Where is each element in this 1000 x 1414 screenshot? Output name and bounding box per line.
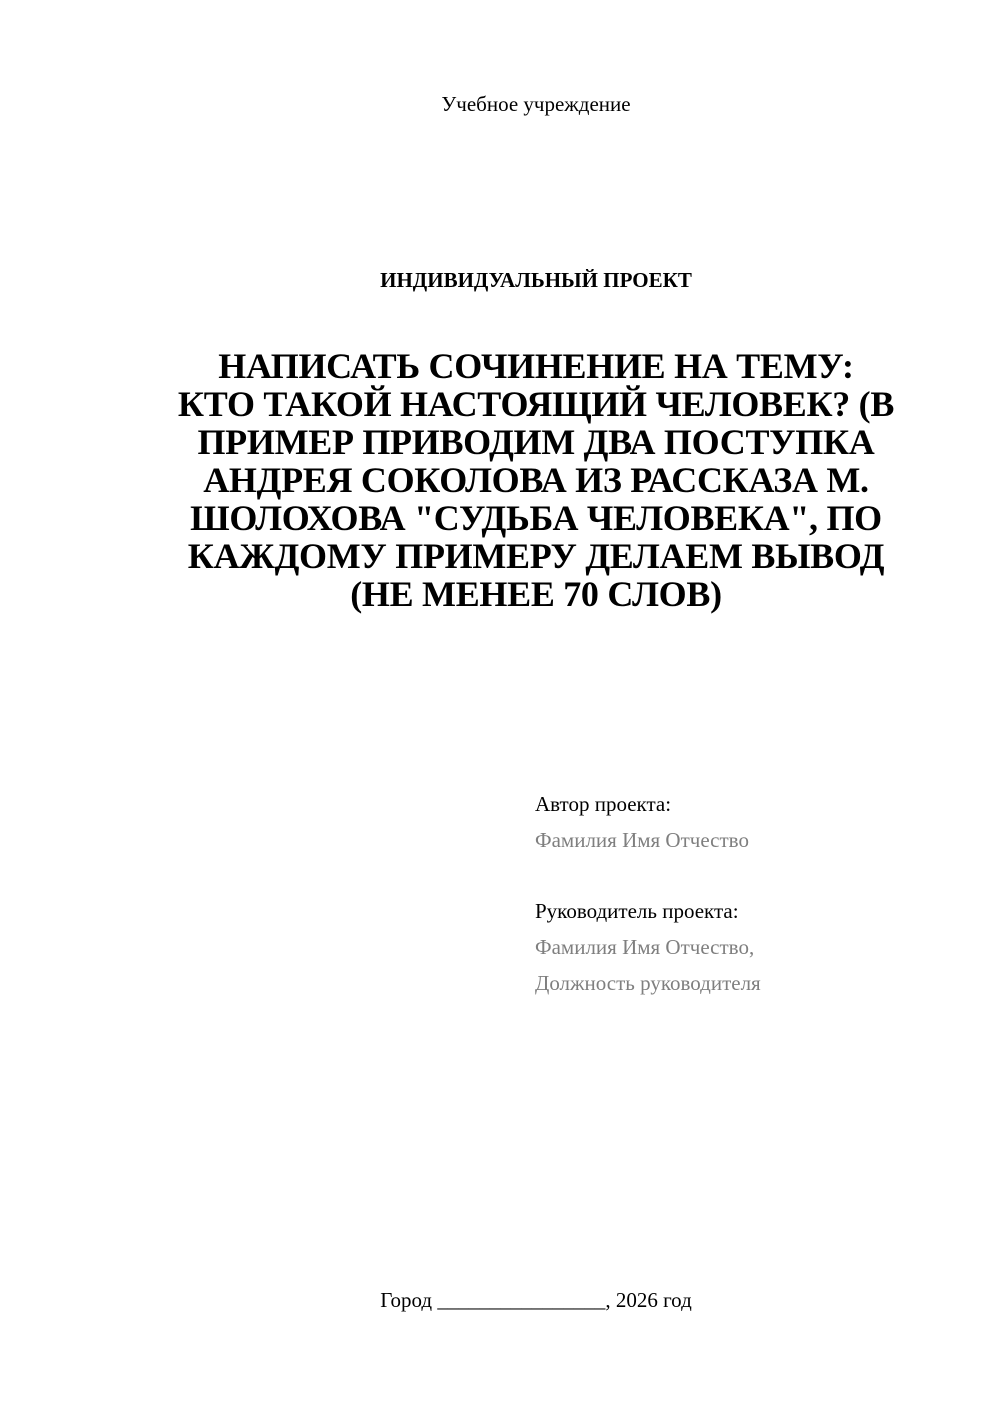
title-line: ПРИМЕР ПРИВОДИМ ДВА ПОСТУПКА bbox=[197, 422, 875, 462]
supervisor-label: Руководитель проекта: bbox=[535, 899, 739, 923]
project-title bbox=[110, 347, 962, 613]
project-type-heading: ИНДИВИДУАЛЬНЫЙ ПРОЕКТ bbox=[380, 268, 692, 292]
title-line: (НЕ МЕНЕЕ 70 СЛОВ) bbox=[350, 574, 722, 614]
author-label: Автор проекта: bbox=[535, 792, 672, 816]
supervisor-name-placeholder: Фамилия Имя Отчество, bbox=[535, 935, 755, 959]
supervisor-position-placeholder: Должность руководителя bbox=[535, 971, 761, 995]
author-block bbox=[535, 786, 749, 858]
supervisor-block bbox=[535, 893, 761, 1001]
city-year-line: Город ________________, 2026 год bbox=[380, 1288, 692, 1312]
title-line: НАПИСАТЬ СОЧИНЕНИЕ НА ТЕМУ: bbox=[218, 346, 854, 386]
author-name-placeholder: Фамилия Имя Отчество bbox=[535, 828, 749, 852]
title-line: КАЖДОМУ ПРИМЕРУ ДЕЛАЕМ ВЫВОД bbox=[187, 536, 885, 576]
institution-name: Учебное учреждение bbox=[441, 92, 631, 116]
title-line: АНДРЕЯ СОКОЛОВА ИЗ РАССКАЗА М. bbox=[203, 460, 869, 500]
title-line: ШОЛОХОВА "СУДЬБА ЧЕЛОВЕКА", ПО bbox=[190, 498, 882, 538]
title-line: КТО ТАКОЙ НАСТОЯЩИЙ ЧЕЛОВЕК? (В bbox=[177, 384, 895, 424]
